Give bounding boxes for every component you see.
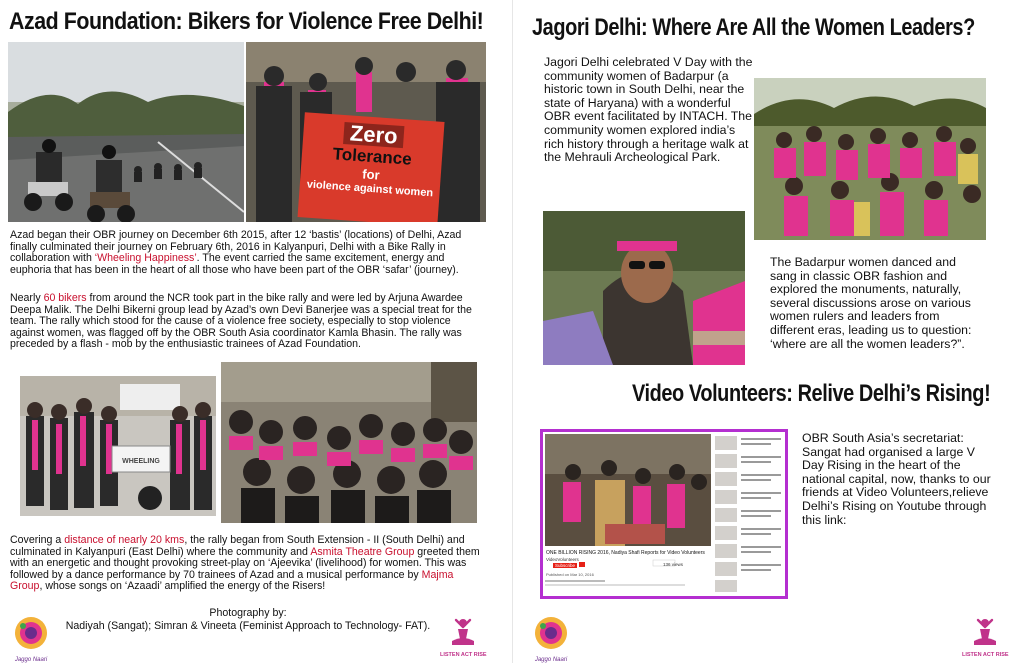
video-volunteers-paragraph: OBR South Asia’s secretariat: Sangat had organised a large V Day Rising in the heart of the national capital, now, thanks to our friends at Video Volunteers,relieve Delhi’s Rising on Youtube through this link: xyxy=(802,431,991,527)
zero-tolerance-banner xyxy=(302,119,443,200)
jaggo-naari-logo-right xyxy=(532,614,570,663)
video-views: 136 views xyxy=(663,562,684,567)
video-title[interactable]: ONE BILLION RISING 2016, Nadiya Shafi Reports for Video Volunteers xyxy=(546,550,705,556)
svg-text:WHEELING: WHEELING xyxy=(122,458,160,465)
left-page-title: Azad Foundation: Bikers for Violence Free Delhi! xyxy=(9,8,484,35)
youtube-video-thumbnail[interactable] xyxy=(540,429,788,599)
listen-act-rise-caption: LISTEN ACT RISE xyxy=(440,652,487,658)
listen-act-rise-caption-right: LISTEN ACT RISE xyxy=(962,652,1009,658)
bikers-group-photo xyxy=(20,376,216,516)
zero-tolerance-photo xyxy=(246,42,486,222)
left-paragraph-3: Covering a distance of nearly 20 kms, the rally began from South Extension - II (South Delhi) and culminated in Kalyanpuri (East Delhi) where the community and Asmita Theatre Group greeted them with an energetic and thought provoking street-play on ‘Ajeevika’ (livelihood) for women. This was followed by a dance performance by 70 trainees of Azad and a musical performance by Majma Group, whose songs on ‘Azaadi’ amplified the energy of the Risers! xyxy=(10,534,480,593)
jaggo-naari-logo xyxy=(12,614,50,663)
video-published-date: Published on Mar 10, 2016 xyxy=(546,572,594,577)
credits-title: Photography by: xyxy=(209,607,287,619)
video-volunteers-title: Video Volunteers: Relive Delhi’s Rising! xyxy=(632,380,991,407)
left-paragraph-2: Nearly 60 bikers from around the NCR took part in the bike rally and were led by Arjuna Awardee Deepa Malik. The Delhi Bikerni group lead by Azad’s own Devi Banerjee was a special treat for the team. The rally which stood for the cause of a violence free society, especially to stop violence against women, was flagged off by the OBR South Asia coordinator Kamla Bhasin. The rally was preceded by a flash - mob by the enthusiastic trainees of Azad Foundation. xyxy=(10,292,472,351)
right-page xyxy=(513,0,1024,663)
video-channel[interactable]: VideoVolunteers xyxy=(546,557,579,562)
subscribe-button[interactable]: Subscribe xyxy=(555,563,576,568)
banner-line-for: for xyxy=(361,166,381,183)
jaggo-naari-caption: Jaggo Naari xyxy=(14,657,48,663)
badarpur-women-photo xyxy=(754,78,986,240)
left-paragraph-1: Azad began their OBR journey on December 6th 2015, after 12 ‘bastis’ (locations) of Delhi, Azad finally culminated their journey on February 6th, 2016 in Kalyanpuri, Delhi with a Bike Rally in collaboration with ‘Wheeling Happiness’. The event carried the same excitement, energy and euphoria that has been in the heart of all those who have been part of the OBR ‘safar’ (journey). xyxy=(10,229,462,276)
credits-names: Nadiyah (Sangat); Simran & Vineeta (Feminist Approach to Technology- FAT). xyxy=(65,619,431,632)
woman-sunglasses-photo xyxy=(543,211,745,365)
banner-line-zero: Zero xyxy=(343,122,404,148)
wheeling-happiness-link: ‘Wheeling Happiness’ xyxy=(94,252,197,265)
bikers-road-photo xyxy=(8,42,244,222)
jagori-paragraph-2: The Badarpur women danced and sang in classic OBR fashion and explored the monuments, naturally, several discussions arose on various women rulers and leaders from different eras, leading us to question: ‘where are all the women leaders?”. xyxy=(770,255,972,351)
jagori-paragraph-1: Jagori Delhi celebrated V Day with the community women of Badarpur (a historic town in South Delhi, near the state of Haryana) with a wonderful OBR event facilitated by INTACH. The community women explored india’s rich history through a heritage walk at the Mehrauli Archeological Park. xyxy=(544,55,753,165)
banner-line-tolerance: Tolerance xyxy=(332,144,413,169)
listen-act-rise-logo xyxy=(440,617,486,659)
banner-line-violence: violence against women xyxy=(306,178,434,200)
jaggo-naari-caption-right: Jaggo Naari xyxy=(534,657,568,663)
listen-act-rise-logo-right xyxy=(962,617,1008,659)
jagori-title: Jagori Delhi: Where Are All the Women Leaders? xyxy=(532,14,975,41)
photography-credits xyxy=(56,607,440,632)
flash-mob-crowd-photo xyxy=(221,362,477,523)
